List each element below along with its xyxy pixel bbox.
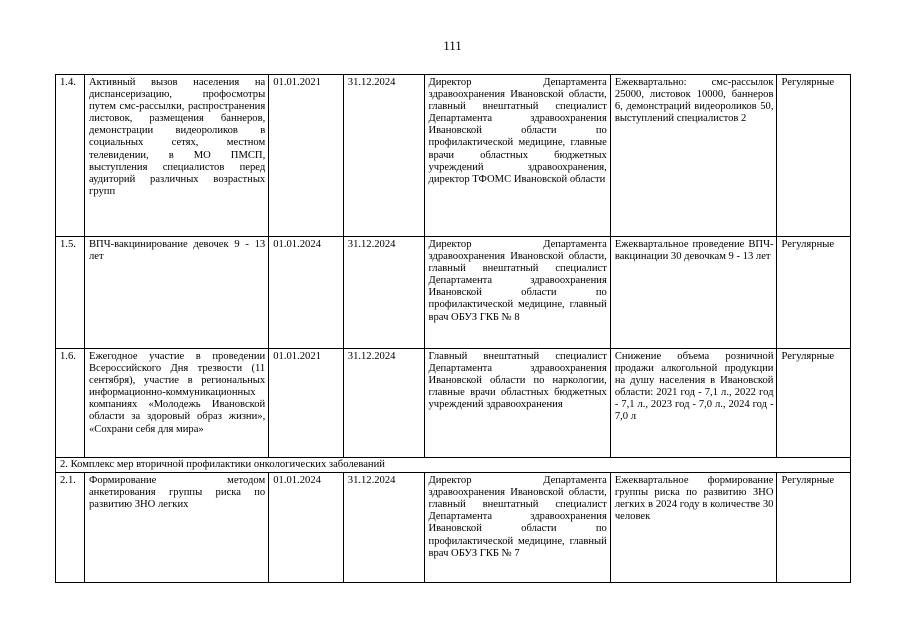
indicator: Ежеквартальное проведение ВПЧ-вакцинации 30 девочкам 9 - 13 лет [610,237,777,349]
responsible: Директор Департамента здравоохранения Ивановской области, главный внештатный специалист Департамента здравоохранения Ивановской области по профилактической медицине, главный врач ОБУЗ ГКБ № 7 [424,473,610,583]
start-date: 01.01.2021 [269,349,344,458]
start-date: 01.01.2021 [269,75,344,237]
indicator: Ежеквартальное формирование группы риска по развитию ЗНО легких в 2024 году в количестве 30 человек [610,473,777,583]
page-number: 111 [443,38,462,53]
table-row [56,349,851,458]
end-date: 31.12.2024 [343,473,424,583]
row-number: 2.1. [56,473,85,583]
measure-name: Формирование методом анкетирования группы риска по развитию ЗНО легких [84,473,268,583]
start-date: 01.01.2024 [269,237,344,349]
start-date: 01.01.2024 [269,473,344,583]
end-date: 31.12.2024 [343,75,424,237]
responsible: Директор Департамента здравоохранения Ивановской области, главный внештатный специалист Департамента здравоохранения Ивановской области по профилактической медицине, главные врачи областных бюджетных учреждений здравоохранения, директор ТФОМС Ивановской области [424,75,610,237]
indicator: Снижение объема розничной продажи алкогольной продукции на душу населения в Ивановской области: 2021 год - 7,1 л., 2022 год - 7,1 л., 2023 год - 7,0 л., 2024 год - 7,0 л [610,349,777,458]
end-date: 31.12.2024 [343,349,424,458]
responsible: Главный внештатный специалист Департамента здравоохранения Ивановской области по наркологии, главные врачи областных бюджетных учреждений здравоохранения [424,349,610,458]
table-row [56,473,851,583]
row-number: 1.5. [56,237,85,349]
row-number: 1.4. [56,75,85,237]
measures-table [55,74,851,583]
section-title: 2. Комплекс мер вторичной профилактики онкологических заболеваний [56,458,851,473]
section-row [56,458,851,473]
measure-name: Ежегодное участие в проведении Всероссийского Дня трезвости (11 сентября), участие в региональных информационно-коммуникационных компаниях «Молодежь Ивановской области за здоровый образ жизни», «Сохрани себя для мира» [84,349,268,458]
responsible: Директор Департамента здравоохранения Ивановской области, главный внештатный специалист Департамента здравоохранения Ивановской области по профилактической медицине, главный врач ОБУЗ ГКБ № 8 [424,237,610,349]
periodicity: Регулярные [777,349,851,458]
periodicity: Регулярные [777,473,851,583]
indicator: Ежеквартально: смс-рассылок 25000, листовок 10000, баннеров 6, демонстраций видеороликов 50, выступлений специалистов 2 [610,75,777,237]
periodicity: Регулярные [777,75,851,237]
row-number: 1.6. [56,349,85,458]
periodicity: Регулярные [777,237,851,349]
measure-name: ВПЧ-вакцинирование девочек 9 - 13 лет [84,237,268,349]
measure-name: Активный вызов населения на диспансеризацию, профосмотры путем смс-рассылки, распространения листовок, размещения баннеров, демонстрации видеороликов в социальных сетях, местном телевидении, в МО ПМСП, выступления специалистов перед аудиторий различных возрастных групп [84,75,268,237]
table-row [56,237,851,349]
end-date: 31.12.2024 [343,237,424,349]
table-row [56,75,851,237]
